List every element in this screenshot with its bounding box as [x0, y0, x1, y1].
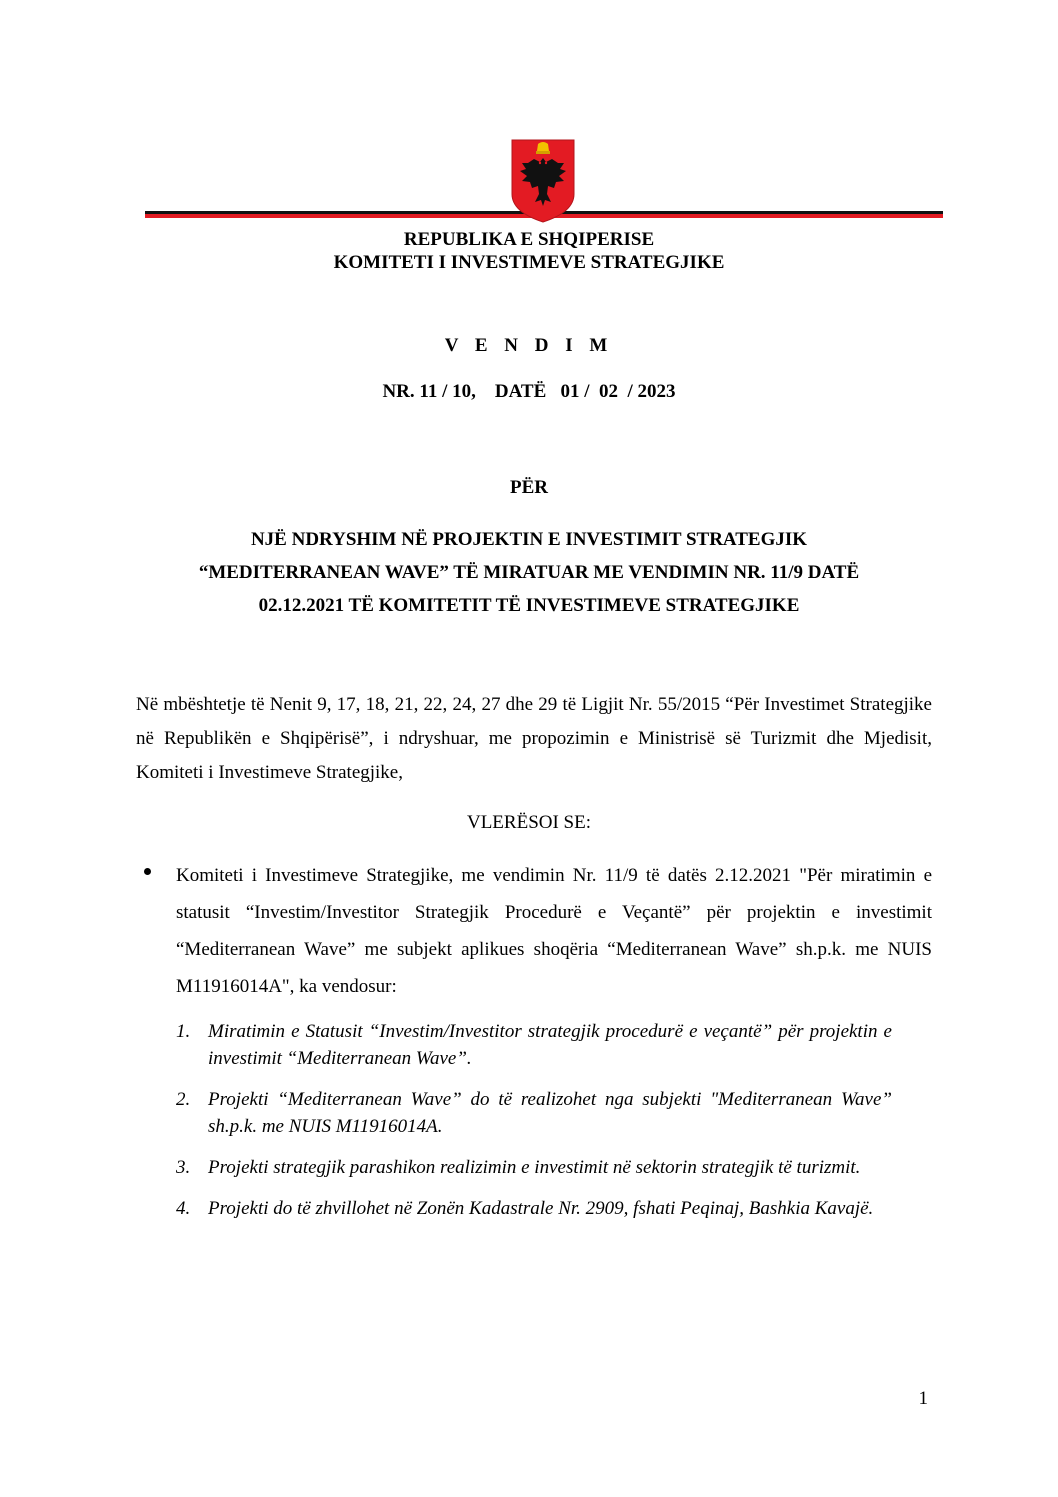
- list-item-number: 3.: [176, 1157, 191, 1178]
- page-number: 1: [918, 1388, 928, 1409]
- decision-number: NR. 11 / 10, DATË 01 / 02 / 2023: [382, 381, 676, 402]
- decision-title-line: “MEDITERRANEAN WAVE” TË MIRATUAR ME VENDIMIN NR. 11/9 DATË: [198, 562, 860, 583]
- list-item-number: 4.: [176, 1198, 191, 1219]
- list-item-number: 1.: [176, 1021, 191, 1042]
- intro-paragraph: Në mbështetje të Nenit 9, 17, 18, 21, 22, 24, 27 dhe 29 të Ligjit Nr. 55/2015 “Për Investimet Strategjike në Republikën e Shqipërisë”, i ndryshuar, me propozimin e Ministrisë së Turizmit dhe Mjedisit, Komiteti i Investimeve Strategjike,: [136, 694, 932, 783]
- numbered-list: [176, 1018, 892, 1236]
- list-item: [176, 1154, 892, 1181]
- list-item: [176, 1018, 892, 1072]
- list-item: [176, 1086, 892, 1140]
- decision-heading: V E N D I M: [444, 335, 614, 356]
- bullet-icon: [144, 868, 151, 875]
- header-committee: KOMITETI I INVESTIMEVE STRATEGJIKE: [333, 252, 725, 273]
- decision-title-line: NJË NDRYSHIM NË PROJEKTIN E INVESTIMIT STRATEGJIK: [250, 529, 808, 550]
- decision-per: PËR: [510, 477, 548, 498]
- list-item-text: Projekti do të zhvillohet në Zonën Kadastrale Nr. 2909, fshati Peqinaj, Bashkia Kavajë.: [208, 1198, 874, 1219]
- list-item-text: Miratimin e Statusit “Investim/Investitor strategjik procedurë e veçantë” për projektin e investimit “Mediterranean Wave”.: [208, 1021, 892, 1069]
- decision-title: [0, 523, 1058, 622]
- list-item-number: 2.: [176, 1089, 191, 1110]
- list-item: [176, 1195, 892, 1222]
- coat-of-arms-icon: [510, 136, 576, 224]
- decision-title-line: 02.12.2021 TË KOMITETIT TË INVESTIMEVE STRATEGJIKE: [258, 595, 800, 616]
- header-republic: REPUBLIKA E SHQIPERISE: [403, 229, 655, 250]
- bullet-paragraph: Komiteti i Investimeve Strategjike, me vendimin Nr. 11/9 të datës 2.12.2021 "Për miratimin e statusit “Investim/Investitor Strategjik Procedurë e Veçantë” për projektin e investimit “Mediterranean Wave” me subjekt aplikues shoqëria “Mediterranean Wave” sh.p.k. me NUIS M11916014A", ka vendosur:: [176, 865, 932, 997]
- list-item-text: Projekti strategjik parashikon realizimin e investimit në sektorin strategjik të turizmit.: [208, 1157, 861, 1178]
- vleresoi-heading: VLERËSOI SE:: [466, 812, 592, 833]
- list-item-text: Projekti “Mediterranean Wave” do të realizohet nga subjekti "Mediterranean Wave” sh.p.k. me NUIS M11916014A.: [208, 1089, 892, 1137]
